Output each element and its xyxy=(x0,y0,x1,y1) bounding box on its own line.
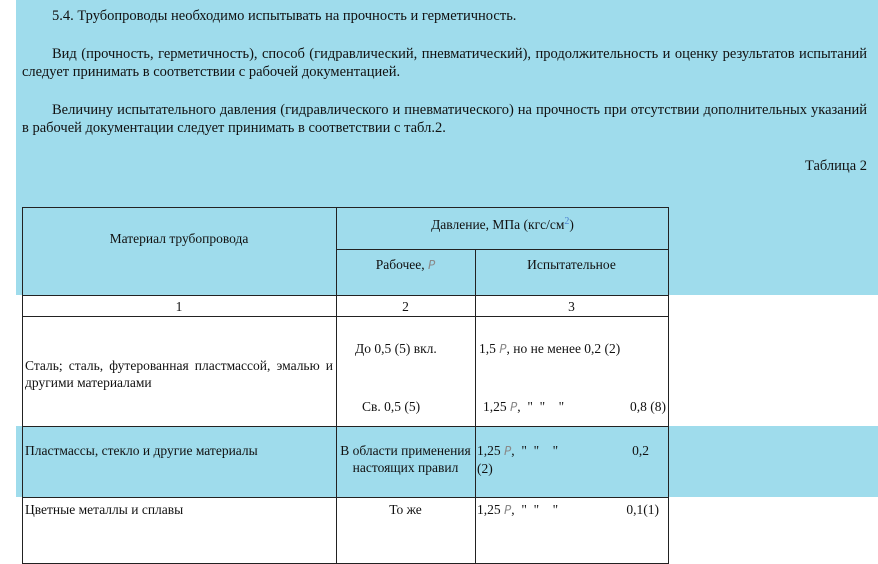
header-material: Материал трубопровода xyxy=(109,231,249,246)
row-steel-test-1: 1,5 P, но не менее 0,2 (2) xyxy=(479,341,621,356)
paragraph-5-4: 5.4. Трубопроводы необходимо испытывать на прочность и герметичность. xyxy=(52,8,517,24)
header-working: Рабочее, P xyxy=(375,257,436,272)
row-nonferrous-working: То же xyxy=(389,502,422,517)
row-steel-working-1: До 0,5 (5) вкл. xyxy=(355,341,437,356)
row-plastics-material: Пластмассы, стекло и другие материалы xyxy=(25,443,258,458)
col-number-3: 3 xyxy=(568,299,575,314)
header-pressure: Давление, МПа $(кгс/см^2)$ xyxy=(431,216,574,232)
paragraph-test-type: Вид (прочность, герметичность), способ (гидравлический, пневматический), продолжительность и оценку результатов испытаний следует принимать в соответствии с рабочей документацией. xyxy=(22,46,867,80)
col-number-2: 2 xyxy=(402,299,409,314)
row-plastics-working: В области применения настоящих правил xyxy=(340,443,471,475)
col-number-1: 1 xyxy=(175,299,183,314)
row-steel-material: Сталь; сталь, футерованная пластмассой, эмалью и другими материалами xyxy=(25,358,333,390)
row-nonferrous-test: 1,25 P, " " " 0,1(1) xyxy=(477,502,659,517)
row-plastics-test: 1,25 P, " " " 0,2 (2) xyxy=(477,443,649,476)
row-steel-working-2: Св. 0,5 (5) xyxy=(362,399,421,414)
header-test: Испытательное xyxy=(527,257,616,272)
table-caption: Таблица 2 xyxy=(804,158,867,174)
row-steel-test-2: 1,25 P, " " " 0,8 (8) xyxy=(483,399,666,414)
row-nonferrous-material: Цветные металлы и сплавы xyxy=(25,502,184,517)
paragraph-test-pressure: Величину испытательного давления (гидравлического и пневматического) на прочность при отсутствии дополнительных указаний в рабочей документации следует принимать в соответствии с табл.2. xyxy=(22,102,867,136)
